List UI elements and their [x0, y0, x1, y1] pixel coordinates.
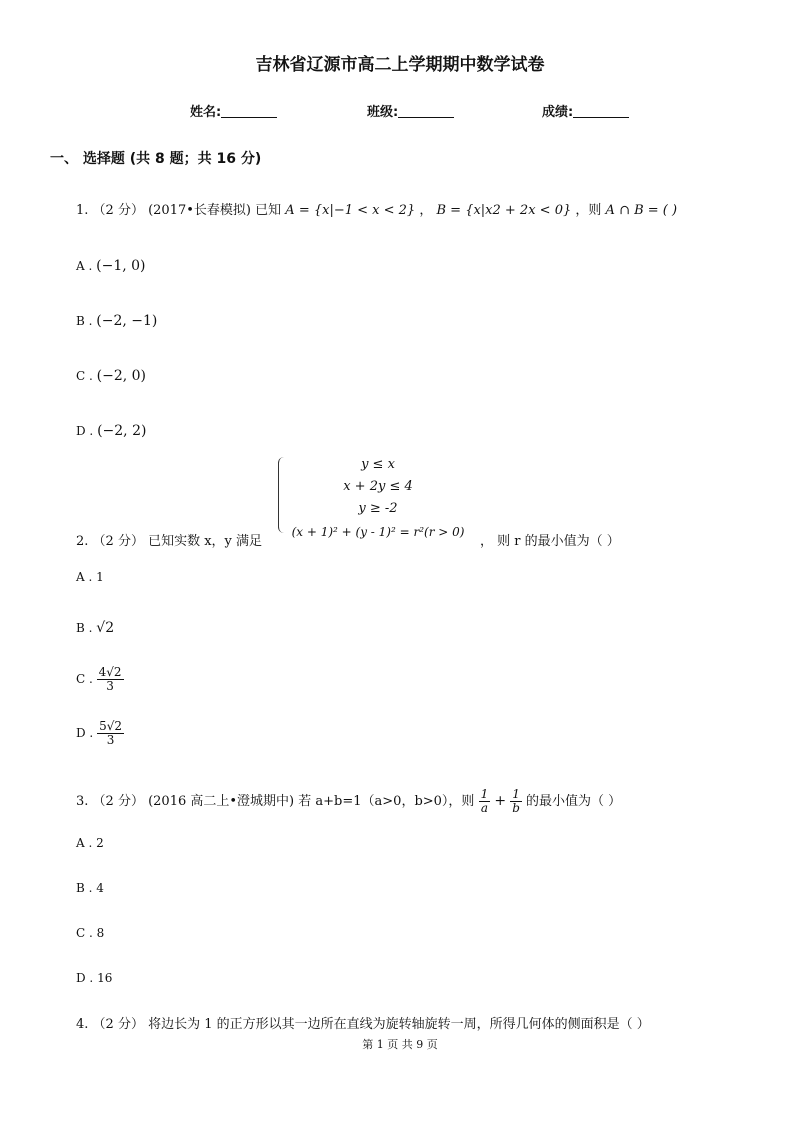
q2-option-c[interactable]: [76, 666, 124, 693]
option-letter: D .: [76, 424, 94, 438]
fraction-numerator: 1: [480, 787, 489, 801]
option-letter: B .: [76, 314, 93, 328]
score-label: 成绩:: [542, 105, 574, 120]
system-line: x + 2y ≤ 4: [343, 479, 413, 494]
option-letter: A .: [76, 836, 93, 850]
class-field: [367, 101, 454, 120]
plus-sign: +: [494, 793, 507, 809]
option-fraction: [97, 720, 124, 747]
q3-text-after: 的最小值为（ ）: [526, 794, 622, 809]
q1-text-after: ，则: [575, 203, 602, 218]
option-letter: B .: [76, 621, 93, 635]
question-4: [76, 1013, 650, 1032]
name-label: 姓名:: [190, 105, 222, 120]
q1-option-a[interactable]: [76, 258, 146, 274]
q1-option-d[interactable]: [76, 423, 146, 439]
page-title: 吉林省辽源市高二上学期期中数学试卷: [255, 55, 545, 75]
fraction-denominator: 3: [106, 679, 114, 693]
fraction-numerator: 5√2: [99, 719, 122, 733]
q1-ask: A ∩ B = ( ): [605, 203, 678, 218]
q4-text: 将边长为 1 的正方形以其一边所在直线为旋转轴旋转一周，所得几何体的侧面积是（ ）: [148, 1017, 650, 1032]
q1-number: 1.: [76, 203, 89, 218]
fraction-denominator: 3: [106, 733, 115, 747]
name-blank: [221, 105, 277, 118]
q3-fraction-1: [479, 788, 491, 815]
q3-fraction-2: [510, 788, 522, 815]
q3-text-before: 若 a+b=1（a>0，b>0），则: [298, 794, 475, 809]
system-line: y ≤ x: [361, 457, 395, 472]
option-value: (−2, −1): [96, 313, 158, 329]
option-value: 4: [96, 881, 104, 895]
class-label: 班级:: [367, 105, 399, 120]
option-letter: D .: [76, 971, 94, 985]
q3-option-b[interactable]: [76, 881, 104, 895]
option-value: 16: [97, 971, 113, 985]
q2-inequality-system: [278, 455, 478, 545]
q2-number: 2.: [76, 534, 89, 549]
option-value: 2: [96, 836, 104, 850]
question-1: [76, 199, 677, 218]
option-letter: C .: [76, 926, 93, 940]
q4-score: （2 分）: [92, 1017, 144, 1032]
score-field: [542, 101, 629, 120]
system-line: y ≥ -2: [358, 501, 398, 516]
system-line: (x + 1)² + (y - 1)² = r²(r > 0): [291, 525, 465, 539]
option-value: √2: [96, 620, 115, 636]
option-letter: B .: [76, 881, 93, 895]
option-letter: D .: [76, 726, 94, 740]
q1-text-before: 已知: [255, 203, 282, 218]
q3-option-a[interactable]: [76, 836, 104, 850]
question-3: [76, 788, 621, 815]
option-letter: A .: [76, 570, 93, 584]
q3-option-c[interactable]: [76, 926, 104, 940]
q3-source: (2016 高二上•澄城期中): [148, 794, 295, 809]
option-value: 1: [96, 570, 104, 584]
option-value: (−2, 0): [96, 368, 147, 384]
class-blank: [398, 105, 454, 118]
question-2: [76, 530, 262, 549]
q1-set-a: A = {x|−1 < x < 2}: [285, 203, 416, 218]
q2-option-a[interactable]: [76, 570, 104, 584]
q4-number: 4.: [76, 1017, 89, 1032]
q1-option-b[interactable]: [76, 313, 157, 329]
fraction-numerator: 4√2: [98, 665, 122, 679]
option-value: 8: [96, 926, 105, 940]
option-letter: C .: [76, 672, 93, 686]
option-fraction: [97, 666, 124, 693]
q2-text-before: 已知实数 x，y 满足: [148, 534, 263, 549]
name-field: [190, 101, 277, 120]
fraction-denominator: b: [512, 801, 520, 815]
q1-option-c[interactable]: [76, 368, 146, 384]
fraction-denominator: a: [480, 801, 488, 815]
q1-score: （2 分）: [92, 203, 144, 218]
q2-option-d[interactable]: [76, 720, 124, 747]
q3-number: 3.: [76, 794, 89, 809]
option-value: (−1, 0): [96, 258, 146, 274]
fraction-numerator: 1: [512, 787, 520, 801]
section-heading: 一、 选择题 (共 8 题；共 16 分): [50, 151, 262, 167]
q3-score: （2 分）: [92, 794, 144, 809]
q2-option-b[interactable]: [76, 620, 114, 636]
q1-sep: ，: [419, 203, 433, 218]
option-letter: A .: [76, 259, 93, 273]
page-footer: 第 1 页 共 9 页: [362, 1038, 438, 1051]
q1-set-b: B = {x|x2 + 2x < 0}: [436, 203, 572, 218]
q2-score: （2 分）: [92, 534, 144, 549]
q1-source: (2017•长春模拟): [148, 203, 251, 218]
option-letter: C .: [76, 369, 93, 383]
q3-option-d[interactable]: [76, 971, 112, 985]
score-blank: [573, 105, 629, 118]
option-value: (−2, 2): [97, 423, 147, 439]
q2-text-after: ， 则 r 的最小值为（ ）: [480, 534, 620, 549]
